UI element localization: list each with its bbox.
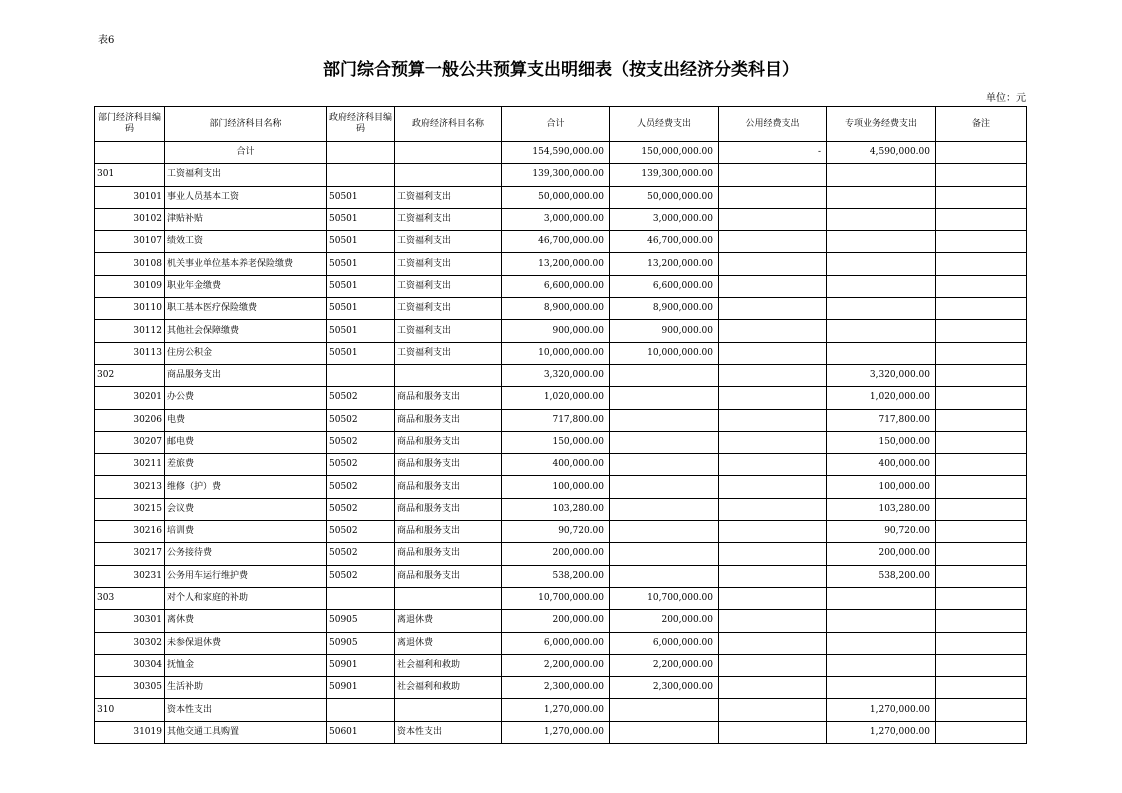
total-cell: 200,000.00 <box>502 543 610 565</box>
dept-code-cell: 30207 <box>95 431 165 453</box>
remark-cell <box>936 565 1027 587</box>
gov-code-cell: 50901 <box>327 654 395 676</box>
dept-name-cell: 离休费 <box>165 610 327 632</box>
total-cell: 6,600,000.00 <box>502 275 610 297</box>
table-tag: 表6 <box>98 35 115 46</box>
dept-code-cell: 30206 <box>95 409 165 431</box>
public-cell <box>719 208 827 230</box>
dept-name-cell: 职业年金缴费 <box>165 275 327 297</box>
public-cell <box>719 364 827 386</box>
gov-code-cell: 50905 <box>327 610 395 632</box>
gov-code-cell <box>327 699 395 721</box>
public-cell <box>719 498 827 520</box>
gov-code-cell: 50502 <box>327 476 395 498</box>
personnel-cell: 6,600,000.00 <box>610 275 719 297</box>
gov-code-cell: 50501 <box>327 298 395 320</box>
gov-name-cell: 工资福利支出 <box>395 320 502 342</box>
gov-code-cell: 50501 <box>327 253 395 275</box>
dept-code-cell: 303 <box>95 587 165 609</box>
special-cell <box>827 164 936 186</box>
remark-cell <box>936 320 1027 342</box>
gov-name-cell: 离退休费 <box>395 632 502 654</box>
special-cell <box>827 342 936 364</box>
total-cell: 538,200.00 <box>502 565 610 587</box>
remark-cell <box>936 298 1027 320</box>
dept-name-cell: 商品服务支出 <box>165 364 327 386</box>
remark-cell <box>936 587 1027 609</box>
remark-cell <box>936 409 1027 431</box>
remark-cell <box>936 275 1027 297</box>
remark-cell <box>936 498 1027 520</box>
remark-cell <box>936 610 1027 632</box>
table-row <box>95 721 1027 743</box>
personnel-cell <box>610 454 719 476</box>
gov-code-cell <box>327 364 395 386</box>
special-cell: 400,000.00 <box>827 454 936 476</box>
summary-special: 4,590,000.00 <box>827 142 936 164</box>
public-cell <box>719 721 827 743</box>
public-cell <box>719 565 827 587</box>
dept-name-cell: 住房公积金 <box>165 342 327 364</box>
remark-cell <box>936 476 1027 498</box>
total-cell: 150,000.00 <box>502 431 610 453</box>
total-cell: 400,000.00 <box>502 454 610 476</box>
header-personnel: 人员经费支出 <box>610 107 719 142</box>
personnel-cell: 13,200,000.00 <box>610 253 719 275</box>
dept-name-cell: 维修（护）费 <box>165 476 327 498</box>
remark-cell <box>936 253 1027 275</box>
header-row <box>95 107 1027 142</box>
gov-code-cell <box>327 164 395 186</box>
gov-code-cell: 50502 <box>327 521 395 543</box>
special-cell <box>827 186 936 208</box>
gov-name-cell: 离退休费 <box>395 610 502 632</box>
dept-code-cell: 30231 <box>95 565 165 587</box>
dept-code-cell: 30102 <box>95 208 165 230</box>
table-row <box>95 543 1027 565</box>
special-cell <box>827 587 936 609</box>
gov-code-cell: 50501 <box>327 275 395 297</box>
gov-code-cell: 50501 <box>327 320 395 342</box>
header-special: 专项业务经费支出 <box>827 107 936 142</box>
gov-name-cell: 工资福利支出 <box>395 208 502 230</box>
personnel-cell <box>610 431 719 453</box>
gov-name-cell: 资本性支出 <box>395 721 502 743</box>
gov-name-cell: 社会福利和救助 <box>395 677 502 699</box>
dept-name-cell: 公务用车运行维护费 <box>165 565 327 587</box>
dept-name-cell: 对个人和家庭的补助 <box>165 587 327 609</box>
total-cell: 10,000,000.00 <box>502 342 610 364</box>
gov-name-cell <box>395 699 502 721</box>
gov-name-cell: 工资福利支出 <box>395 275 502 297</box>
table-row <box>95 632 1027 654</box>
table-row <box>95 275 1027 297</box>
gov-code-cell: 50905 <box>327 632 395 654</box>
total-cell: 717,800.00 <box>502 409 610 431</box>
public-cell <box>719 476 827 498</box>
special-cell: 200,000.00 <box>827 543 936 565</box>
gov-code-cell: 50601 <box>327 721 395 743</box>
personnel-cell <box>610 409 719 431</box>
header-total: 合计 <box>502 107 610 142</box>
summary-gov-code-cell <box>327 142 395 164</box>
summary-public: - <box>719 142 827 164</box>
total-cell: 2,200,000.00 <box>502 654 610 676</box>
gov-code-cell: 50502 <box>327 387 395 409</box>
remark-cell <box>936 721 1027 743</box>
gov-code-cell: 50501 <box>327 186 395 208</box>
dept-name-cell: 会议费 <box>165 498 327 520</box>
gov-code-cell: 50502 <box>327 409 395 431</box>
remark-cell <box>936 387 1027 409</box>
special-cell <box>827 632 936 654</box>
gov-code-cell: 50502 <box>327 431 395 453</box>
dept-code-cell: 30112 <box>95 320 165 342</box>
dept-code-cell: 30305 <box>95 677 165 699</box>
remark-cell <box>936 454 1027 476</box>
gov-code-cell: 50502 <box>327 543 395 565</box>
gov-name-cell: 工资福利支出 <box>395 253 502 275</box>
table-row <box>95 342 1027 364</box>
table-row <box>95 164 1027 186</box>
dept-name-cell: 其他社会保障缴费 <box>165 320 327 342</box>
remark-cell <box>936 699 1027 721</box>
special-cell <box>827 231 936 253</box>
gov-code-cell: 50502 <box>327 565 395 587</box>
table-row <box>95 610 1027 632</box>
public-cell <box>719 431 827 453</box>
public-cell <box>719 699 827 721</box>
personnel-cell: 3,000,000.00 <box>610 208 719 230</box>
table-row <box>95 231 1027 253</box>
gov-name-cell <box>395 164 502 186</box>
total-cell: 2,300,000.00 <box>502 677 610 699</box>
header-dept-name: 部门经济科目名称 <box>165 107 327 142</box>
dept-name-cell: 机关事业单位基本养老保险缴费 <box>165 253 327 275</box>
total-cell: 1,270,000.00 <box>502 699 610 721</box>
public-cell <box>719 275 827 297</box>
dept-code-cell: 30109 <box>95 275 165 297</box>
dept-code-cell: 30216 <box>95 521 165 543</box>
dept-name-cell: 公务接待费 <box>165 543 327 565</box>
public-cell <box>719 521 827 543</box>
public-cell <box>719 342 827 364</box>
dept-name-cell: 差旅费 <box>165 454 327 476</box>
total-cell: 1,270,000.00 <box>502 721 610 743</box>
summary-remark <box>936 142 1027 164</box>
personnel-cell: 200,000.00 <box>610 610 719 632</box>
dept-name-cell: 工资福利支出 <box>165 164 327 186</box>
gov-name-cell: 工资福利支出 <box>395 186 502 208</box>
dept-code-cell: 30215 <box>95 498 165 520</box>
public-cell <box>719 298 827 320</box>
summary-personnel: 150,000,000.00 <box>610 142 719 164</box>
personnel-cell <box>610 476 719 498</box>
gov-name-cell: 商品和服务支出 <box>395 476 502 498</box>
remark-cell <box>936 654 1027 676</box>
expenditure-table <box>94 106 1027 744</box>
summary-code-cell <box>95 142 165 164</box>
special-cell: 103,280.00 <box>827 498 936 520</box>
gov-name-cell <box>395 364 502 386</box>
gov-code-cell: 50901 <box>327 677 395 699</box>
special-cell: 1,020,000.00 <box>827 387 936 409</box>
gov-code-cell: 50502 <box>327 454 395 476</box>
table-row <box>95 208 1027 230</box>
gov-code-cell <box>327 587 395 609</box>
public-cell <box>719 164 827 186</box>
special-cell <box>827 208 936 230</box>
remark-cell <box>936 543 1027 565</box>
dept-code-cell: 301 <box>95 164 165 186</box>
dept-code-cell: 30217 <box>95 543 165 565</box>
dept-code-cell: 31019 <box>95 721 165 743</box>
dept-name-cell: 未参保退休费 <box>165 632 327 654</box>
dept-name-cell: 电费 <box>165 409 327 431</box>
remark-cell <box>936 364 1027 386</box>
dept-name-cell: 培训费 <box>165 521 327 543</box>
dept-name-cell: 邮电费 <box>165 431 327 453</box>
header-remark: 备注 <box>936 107 1027 142</box>
special-cell: 100,000.00 <box>827 476 936 498</box>
total-cell: 8,900,000.00 <box>502 298 610 320</box>
special-cell: 1,270,000.00 <box>827 699 936 721</box>
table-row <box>95 498 1027 520</box>
dept-name-cell: 事业人员基本工资 <box>165 186 327 208</box>
dept-name-cell: 生活补助 <box>165 677 327 699</box>
public-cell <box>719 543 827 565</box>
total-cell: 1,020,000.00 <box>502 387 610 409</box>
public-cell <box>719 654 827 676</box>
personnel-cell: 900,000.00 <box>610 320 719 342</box>
public-cell <box>719 610 827 632</box>
dept-code-cell: 30213 <box>95 476 165 498</box>
table-row <box>95 186 1027 208</box>
total-cell: 90,720.00 <box>502 521 610 543</box>
public-cell <box>719 632 827 654</box>
gov-code-cell: 50501 <box>327 342 395 364</box>
header-gov-code: 政府经济科目编码 <box>327 107 395 142</box>
table-row <box>95 654 1027 676</box>
gov-code-cell: 50501 <box>327 231 395 253</box>
special-cell: 150,000.00 <box>827 431 936 453</box>
dept-name-cell: 津贴补贴 <box>165 208 327 230</box>
special-cell: 717,800.00 <box>827 409 936 431</box>
public-cell <box>719 186 827 208</box>
header-public: 公用经费支出 <box>719 107 827 142</box>
personnel-cell: 2,200,000.00 <box>610 654 719 676</box>
personnel-cell <box>610 565 719 587</box>
gov-name-cell: 商品和服务支出 <box>395 409 502 431</box>
total-cell: 100,000.00 <box>502 476 610 498</box>
special-cell <box>827 320 936 342</box>
gov-name-cell: 商品和服务支出 <box>395 454 502 476</box>
dept-name-cell: 绩效工资 <box>165 231 327 253</box>
public-cell <box>719 409 827 431</box>
personnel-cell: 10,000,000.00 <box>610 342 719 364</box>
gov-code-cell: 50502 <box>327 498 395 520</box>
gov-name-cell: 工资福利支出 <box>395 231 502 253</box>
total-cell: 10,700,000.00 <box>502 587 610 609</box>
public-cell <box>719 320 827 342</box>
summary-label: 合计 <box>165 142 327 164</box>
personnel-cell: 50,000,000.00 <box>610 186 719 208</box>
special-cell <box>827 654 936 676</box>
total-cell: 13,200,000.00 <box>502 253 610 275</box>
public-cell <box>719 231 827 253</box>
dept-code-cell: 30211 <box>95 454 165 476</box>
personnel-cell: 8,900,000.00 <box>610 298 719 320</box>
table-row <box>95 409 1027 431</box>
dept-code-cell: 30101 <box>95 186 165 208</box>
total-cell: 200,000.00 <box>502 610 610 632</box>
table-row <box>95 431 1027 453</box>
gov-name-cell: 商品和服务支出 <box>395 431 502 453</box>
personnel-cell <box>610 364 719 386</box>
table-row <box>95 387 1027 409</box>
personnel-cell <box>610 521 719 543</box>
personnel-cell: 10,700,000.00 <box>610 587 719 609</box>
summary-total: 154,590,000.00 <box>502 142 610 164</box>
special-cell <box>827 677 936 699</box>
personnel-cell <box>610 498 719 520</box>
table-row <box>95 677 1027 699</box>
personnel-cell: 2,300,000.00 <box>610 677 719 699</box>
special-cell <box>827 275 936 297</box>
personnel-cell: 46,700,000.00 <box>610 231 719 253</box>
public-cell <box>719 587 827 609</box>
total-cell: 103,280.00 <box>502 498 610 520</box>
remark-cell <box>936 231 1027 253</box>
public-cell <box>719 454 827 476</box>
gov-name-cell: 商品和服务支出 <box>395 498 502 520</box>
gov-name-cell: 商品和服务支出 <box>395 543 502 565</box>
summary-row <box>95 142 1027 164</box>
dept-name-cell: 抚恤金 <box>165 654 327 676</box>
dept-code-cell: 30113 <box>95 342 165 364</box>
gov-code-cell: 50501 <box>327 208 395 230</box>
special-cell: 90,720.00 <box>827 521 936 543</box>
dept-code-cell: 30107 <box>95 231 165 253</box>
total-cell: 50,000,000.00 <box>502 186 610 208</box>
remark-cell <box>936 431 1027 453</box>
dept-code-cell: 30302 <box>95 632 165 654</box>
page-title: 部门综合预算一般公共预算支出明细表（按支出经济分类科目） <box>323 60 799 80</box>
personnel-cell: 6,000,000.00 <box>610 632 719 654</box>
gov-name-cell: 工资福利支出 <box>395 298 502 320</box>
header-gov-name: 政府经济科目名称 <box>395 107 502 142</box>
special-cell: 3,320,000.00 <box>827 364 936 386</box>
unit-label: 单位：元 <box>986 93 1026 104</box>
table-row <box>95 565 1027 587</box>
remark-cell <box>936 521 1027 543</box>
remark-cell <box>936 208 1027 230</box>
table-row <box>95 253 1027 275</box>
dept-name-cell: 办公费 <box>165 387 327 409</box>
table-row <box>95 364 1027 386</box>
table-row <box>95 521 1027 543</box>
dept-code-cell: 302 <box>95 364 165 386</box>
dept-code-cell: 30201 <box>95 387 165 409</box>
total-cell: 46,700,000.00 <box>502 231 610 253</box>
gov-name-cell: 商品和服务支出 <box>395 565 502 587</box>
dept-code-cell: 310 <box>95 699 165 721</box>
remark-cell <box>936 677 1027 699</box>
personnel-cell <box>610 543 719 565</box>
remark-cell <box>936 164 1027 186</box>
special-cell <box>827 253 936 275</box>
remark-cell <box>936 186 1027 208</box>
dept-name-cell: 职工基本医疗保险缴费 <box>165 298 327 320</box>
dept-code-cell: 30108 <box>95 253 165 275</box>
total-cell: 3,320,000.00 <box>502 364 610 386</box>
dept-name-cell: 资本性支出 <box>165 699 327 721</box>
summary-gov-name-cell <box>395 142 502 164</box>
table-row <box>95 587 1027 609</box>
personnel-cell <box>610 387 719 409</box>
dept-code-cell: 30110 <box>95 298 165 320</box>
header-dept-code: 部门经济科目编码 <box>95 107 165 142</box>
gov-name-cell: 商品和服务支出 <box>395 521 502 543</box>
total-cell: 6,000,000.00 <box>502 632 610 654</box>
gov-name-cell: 商品和服务支出 <box>395 387 502 409</box>
special-cell <box>827 610 936 632</box>
dept-name-cell: 其他交通工具购置 <box>165 721 327 743</box>
table-row <box>95 454 1027 476</box>
special-cell: 538,200.00 <box>827 565 936 587</box>
personnel-cell <box>610 699 719 721</box>
gov-name-cell: 工资福利支出 <box>395 342 502 364</box>
dept-code-cell: 30301 <box>95 610 165 632</box>
remark-cell <box>936 342 1027 364</box>
table-row <box>95 699 1027 721</box>
total-cell: 139,300,000.00 <box>502 164 610 186</box>
total-cell: 900,000.00 <box>502 320 610 342</box>
remark-cell <box>936 632 1027 654</box>
table-row <box>95 298 1027 320</box>
public-cell <box>719 677 827 699</box>
table-row <box>95 320 1027 342</box>
special-cell: 1,270,000.00 <box>827 721 936 743</box>
total-cell: 3,000,000.00 <box>502 208 610 230</box>
personnel-cell: 139,300,000.00 <box>610 164 719 186</box>
special-cell <box>827 298 936 320</box>
public-cell <box>719 253 827 275</box>
gov-name-cell: 社会福利和救助 <box>395 654 502 676</box>
public-cell <box>719 387 827 409</box>
gov-name-cell <box>395 587 502 609</box>
table-row <box>95 476 1027 498</box>
personnel-cell <box>610 721 719 743</box>
dept-code-cell: 30304 <box>95 654 165 676</box>
